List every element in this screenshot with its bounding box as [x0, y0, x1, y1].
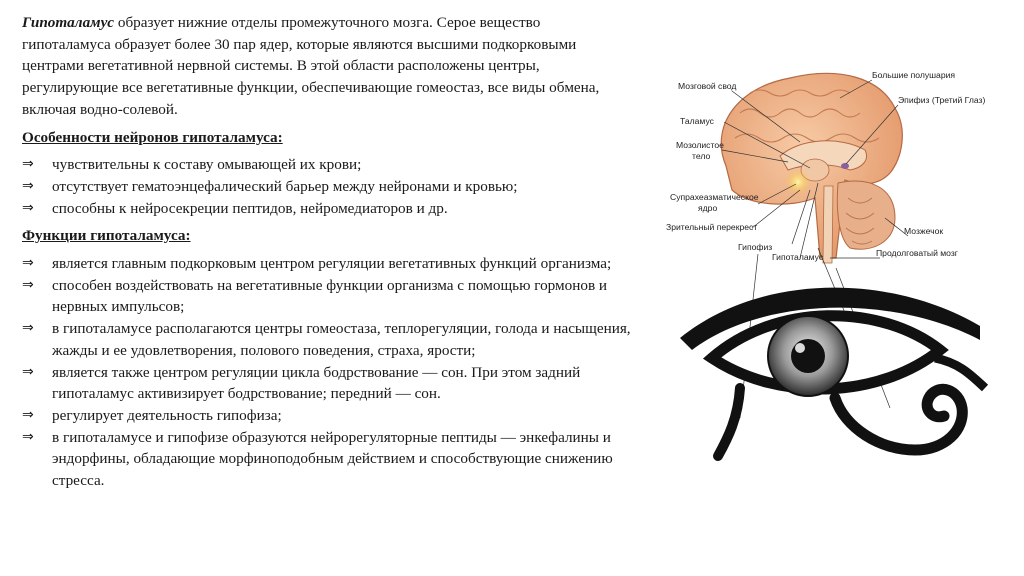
list-item: ⇒ в гипоталамусе и гипофизе образуются нейрорегуляторные пептиды — энкефалины и эндорфины, обладающие морфиноподобным действием и способствующие снижению стресса. [22, 428, 613, 490]
arrow-icon: ⇒ [22, 276, 34, 293]
list-item: ⇒ способны к нейросекреции пептидов, нейромедиаторов и др. [22, 198, 632, 220]
label-medulla: Продолговатый мозг [876, 248, 958, 258]
label-epiphysis: Эпифиз (Третий Глаз) [898, 95, 986, 105]
list-item: ⇒ в гипоталамусе располагаются центры гомеостаза, теплорегуляции, голода и насыщения, жажды и ее удовлетворения, полового поведения, страха, ярости; [22, 320, 631, 359]
functions-list [22, 253, 632, 492]
label-hemispheres: Большие полушария [872, 70, 956, 80]
eye-of-horus-icon [680, 288, 985, 456]
intro-text: образует нижние отделы промежуточного мозга. Серое вещество гипоталамуса образует более 30 пар ядер, которые являются высшими подкорковыми центрами вегетативной нервной системы. В этой области расположены центры, регулирующие все вегетативные функции, обеспечивающие гомеостаз, все виды обмена, включая водно-солевой. [22, 14, 600, 118]
arrow-icon: ⇒ [22, 199, 34, 216]
brain-eye-illustration [640, 58, 1024, 558]
list-item: ⇒ чувствительны к составу омывающей их крови; [22, 154, 632, 176]
label-hypothalamus: Гипоталамус [772, 252, 824, 262]
label-scn-2: ядро [698, 203, 718, 213]
label-chiasm: Зрительный перекрест [666, 222, 758, 232]
list-item: ⇒ является главным подкорковым центром регуляции вегетативных функций организма; [22, 253, 632, 275]
label-pituitary: Гипофиз [738, 242, 773, 252]
list-item: ⇒ является также центром регуляции цикла бодрствование — сон. При этом задний гипоталамус активизирует бодрствование; передний — сон. [22, 363, 581, 403]
arrow-icon: ⇒ [22, 428, 34, 445]
intro-paragraph [22, 12, 632, 121]
intro-term: Гипоталамус [22, 14, 115, 31]
label-thalamus: Таламус [680, 116, 714, 126]
brain-icon [721, 73, 902, 263]
label-cerebellum: Мозжечок [904, 226, 944, 236]
label-corpus-1: Мозолистое [676, 140, 724, 150]
functions-heading: Функции гипоталамуса: [22, 227, 191, 245]
arrow-icon: ⇒ [22, 406, 34, 423]
label-corpus-2: тело [692, 151, 711, 161]
neurons-list [22, 154, 632, 219]
list-item: ⇒ способен воздействовать на вегетативные функции организма с помощью гормонов и нервных импульсов; [22, 276, 608, 316]
neurons-heading: Особенности нейронов гипоталамуса: [22, 128, 283, 146]
label-scn-1: Супрахеазматическое [670, 192, 759, 202]
list-item: ⇒ отсутствует гематоэнцефалический барьер между нейронами и кровью; [22, 176, 632, 198]
arrow-icon: ⇒ [22, 156, 34, 173]
list-item: ⇒ регулирует деятельность гипофиза; [22, 405, 632, 427]
arrow-icon: ⇒ [22, 255, 34, 272]
arrow-icon: ⇒ [22, 177, 34, 194]
text-column [22, 12, 632, 498]
arrow-icon: ⇒ [22, 363, 34, 380]
label-vault: Мозговой свод [678, 81, 737, 91]
arrow-icon: ⇒ [22, 320, 34, 337]
